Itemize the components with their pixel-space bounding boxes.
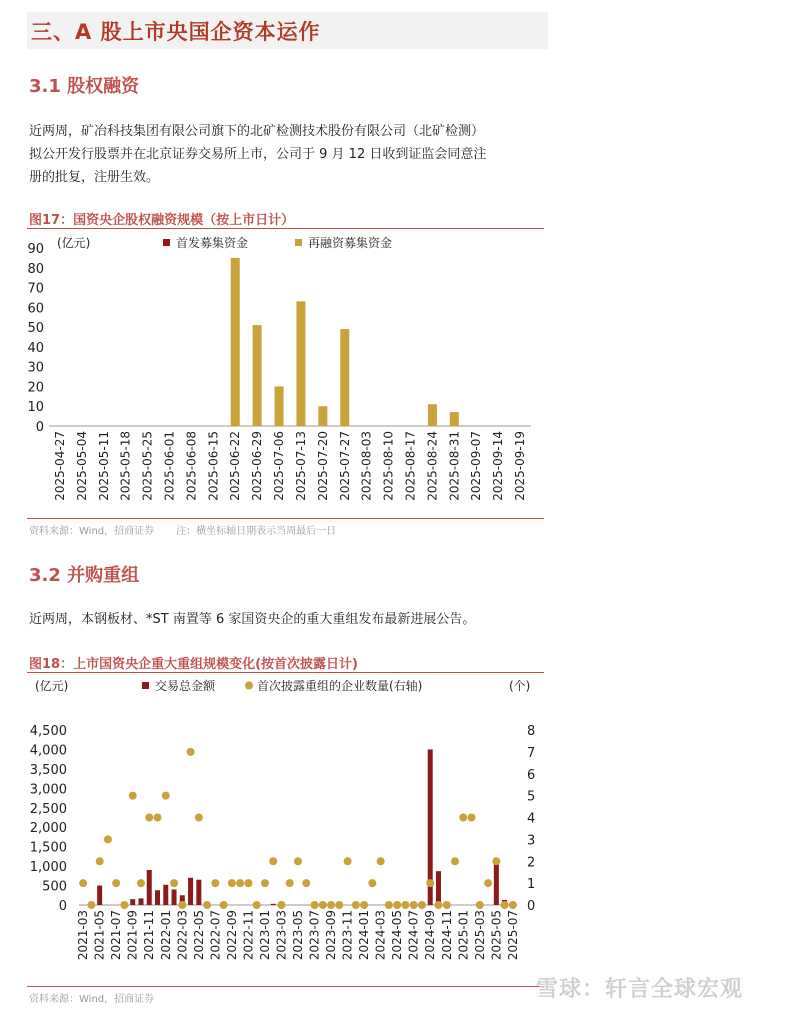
legend-swatch [295,239,302,246]
scatter-point [87,901,95,909]
scatter-point [418,901,426,909]
scatter-point [112,879,120,887]
scatter-point [277,901,285,909]
x-tick-label: 2024-01 [357,910,372,961]
scatter-point [294,857,302,865]
y-tick-label-right: 2 [527,855,536,871]
scatter-point [203,901,211,909]
y-tick-label: 50 [27,321,44,337]
x-tick-label: 2024-07 [406,910,421,961]
bar [97,886,102,905]
scatter-point [104,835,112,843]
figure-18-bottom-rule [27,986,544,987]
legend-label: 交易总金额 [155,679,216,693]
y-tick-label-left: 3,000 [29,782,67,798]
scatter-point [393,901,401,909]
bar [318,406,327,426]
scatter-point [170,879,178,887]
scatter-point [178,901,186,909]
scatter-point [236,879,244,887]
legend-label: 首发募集资金 [176,236,249,250]
scatter-point [492,857,500,865]
figure-17-source [29,522,336,537]
scatter-point [344,857,352,865]
x-tick-label: 2024-05 [390,910,405,961]
scatter-point [302,879,310,887]
scatter-point [484,879,492,887]
x-tick-label: 2025-07 [505,910,520,961]
x-tick-label: 2025-05 [489,910,504,961]
scatter-point [244,879,252,887]
y-tick-label-left: 4,000 [29,743,67,759]
x-tick-label: 2023-05 [291,910,305,961]
figure-17-chart [27,230,544,518]
scatter-point [253,901,261,909]
y-tick-label: 90 [27,242,44,257]
scatter-point [401,901,409,909]
scatter-point [335,901,343,909]
x-tick-label: 2025-06-29 [250,431,265,501]
bar [147,870,152,905]
y-tick-label-right: 0 [527,899,536,914]
y-axis-unit-label: (亿元) [57,236,91,250]
x-tick-label: 2025-07-06 [272,431,287,501]
figure-17-top-rule [27,228,544,229]
scatter-point [145,814,153,822]
scatter-point [195,814,203,822]
scatter-point [368,879,376,887]
x-tick-label: 2023-03 [274,910,289,961]
x-tick-label: 2025-08-24 [425,431,440,501]
y-tick-label: 0 [35,420,44,435]
bar [163,885,168,905]
y-tick-label: 60 [27,301,44,317]
scatter-point [79,879,87,887]
y-tick-label-left: 0 [58,899,67,914]
bar [130,899,135,905]
equity-financing-paragraph [29,120,559,189]
x-tick-label: 2025-08-17 [403,431,418,501]
bar [494,859,499,905]
y-tick-label-left: 4,500 [29,724,67,739]
section-banner [27,12,548,49]
x-tick-label: 2024-09 [423,910,438,961]
x-tick-label: 2021-05 [92,910,107,961]
x-tick-label: 2022-11 [241,910,256,961]
scatter-point [120,901,128,909]
y-tick-label-right: 3 [527,833,536,849]
scatter-point [451,857,459,865]
bar [138,898,143,905]
x-tick-label: 2022-09 [224,910,239,961]
scatter-point [443,901,451,909]
scatter-point [468,814,476,822]
scatter-point [385,901,393,909]
x-tick-label: 2025-06-08 [184,431,199,501]
y-tick-label-left: 500 [42,879,67,895]
scatter-point [211,879,219,887]
y-tick-label-right: 7 [527,745,536,761]
bar [296,301,305,426]
paragraph-line: 拟公开发行股票并在北京证券交易所上市，公司于 9 月 12 日收到证监会同意注 [29,147,487,162]
y-axis-unit-label-left: (亿元) [35,679,69,693]
figure-18-top-rule [27,672,544,673]
bar [450,412,459,426]
scatter-point [501,901,509,909]
figure-17-bottom-rule [27,518,544,519]
x-tick-label: 2025-05-25 [140,431,155,501]
bar [231,258,240,426]
x-tick-label: 2025-07-20 [315,431,330,501]
y-tick-label-left: 2,000 [29,821,67,837]
x-tick-label: 2025-07-13 [293,431,308,501]
scatter-point [377,857,385,865]
x-tick-label: 2021-03 [76,910,91,961]
legend-marker [245,682,253,690]
x-tick-label: 2023-09 [324,910,339,961]
x-tick-label: 2025-08-03 [359,431,374,501]
x-tick-label: 2025-07-27 [337,431,352,501]
scatter-point [434,901,442,909]
x-tick-label: 2025-06-01 [162,431,177,501]
scatter-point [286,879,294,887]
y-tick-label: 70 [27,281,44,297]
scatter-point [220,901,228,909]
scatter-point [476,901,484,909]
y-tick-label-left: 3,500 [29,762,67,778]
x-tick-label: 2025-05-11 [96,431,111,501]
x-tick-label: 2025-09-14 [491,431,506,501]
scatter-point [228,879,236,887]
scatter-point [319,901,327,909]
bar [188,878,193,905]
x-tick-label: 2025-06-15 [206,431,221,501]
scatter-point [261,879,269,887]
figure-17-title: 图17：国资央企股权融资规模（按上市日计） [29,213,295,228]
x-tick-label: 2022-07 [208,910,223,961]
scatter-point [154,814,162,822]
x-tick-label: 2021-09 [125,910,140,961]
x-tick-label: 2022-03 [175,910,190,961]
y-tick-label: 30 [27,360,44,376]
scatter-point [360,901,368,909]
x-tick-label: 2025-05-18 [118,431,133,501]
bar [436,871,441,905]
paragraph-line: 近两周，本钢板材、*ST 南置等 6 家国资央企的重大重组发布最新进展公告。 [29,612,476,627]
subsection-heading-mergers: 3.2 并购重组 [29,565,140,586]
y-tick-label: 40 [27,340,44,356]
figure-18-title: 图18：上市国资央企重大重组规模变化(按首次披露日计) [29,657,358,672]
y-tick-label-left: 1,500 [29,840,67,856]
x-tick-label: 2023-11 [340,910,355,961]
x-tick-label: 2025-05-04 [74,431,89,501]
scatter-point [129,792,137,800]
y-tick-label-left: 2,500 [29,801,67,817]
legend-swatch [142,682,149,689]
scatter-point [137,879,145,887]
mergers-paragraph [29,608,559,631]
scatter-point [426,879,434,887]
scatter-point [459,814,467,822]
x-tick-label: 2022-05 [191,910,206,961]
y-tick-label-right: 1 [527,877,536,893]
paragraph-line: 近两周，矿冶科技集团有限公司旗下的北矿检测技术股份有限公司（北矿检测） [29,124,485,139]
scatter-point [187,748,195,756]
watermark: 雪球：轩言全球宏观 [536,977,744,1002]
subsection-heading-equity-financing: 3.1 股权融资 [29,76,140,97]
x-tick-label: 2021-07 [109,910,124,961]
legend-swatch [163,239,170,246]
figure-18-source: 资料来源：Wind，招商证券 [29,994,155,1005]
x-tick-label: 2025-04-27 [52,431,67,501]
y-tick-label-left: 1,000 [29,860,67,876]
paragraph-line: 册的批复，注册生效。 [29,170,160,185]
legend-label: 再融资募集资金 [308,236,393,250]
bar [428,404,437,426]
x-tick-label: 2025-01 [456,910,471,961]
x-tick-label: 2023-01 [257,910,272,961]
y-tick-label-right: 6 [527,767,536,783]
bar [271,904,276,905]
x-tick-label: 2024-11 [439,910,454,961]
scatter-point [311,901,319,909]
x-tick-label: 2025-06-22 [228,431,243,501]
bar [275,386,284,426]
section-title: 三、A 股上市央国企资本运作 [31,20,321,44]
figure-18-chart [27,674,544,984]
scatter-point [269,857,277,865]
x-tick-label: 2025-09-19 [513,430,528,501]
x-tick-label: 2025-08-31 [447,431,462,501]
source-text: 资料来源：Wind，招商证券 [29,526,155,537]
scatter-point [327,901,335,909]
x-tick-label: 2021-11 [142,910,157,961]
bar [155,890,160,905]
x-tick-label: 2022-01 [158,910,173,961]
x-tick-label: 2023-07 [307,910,322,961]
bar [172,889,177,905]
scatter-point [352,901,360,909]
y-tick-label: 20 [27,380,44,396]
y-tick-label: 10 [27,400,44,416]
x-tick-label: 2025-08-10 [381,431,396,501]
x-tick-label: 2025-03 [472,910,487,961]
scatter-point [162,792,170,800]
bar [196,880,201,905]
scatter-point [509,901,517,909]
x-tick-label: 2024-03 [373,910,388,961]
y-tick-label-right: 5 [527,789,536,805]
scatter-point [96,857,104,865]
y-axis-unit-label-right: (个) [509,679,531,693]
y-tick-label-right: 8 [527,724,536,739]
y-tick-label-right: 4 [527,811,536,827]
bar [340,329,349,426]
x-tick-label: 2025-09-07 [469,431,484,501]
legend-label: 首次披露重组的企业数量(右轴) [257,679,423,693]
y-tick-label: 80 [27,261,44,277]
figure-17-note: 注：横坐标轴日期表示当周最后一日 [176,526,337,537]
scatter-point [410,901,418,909]
bar [253,325,262,426]
